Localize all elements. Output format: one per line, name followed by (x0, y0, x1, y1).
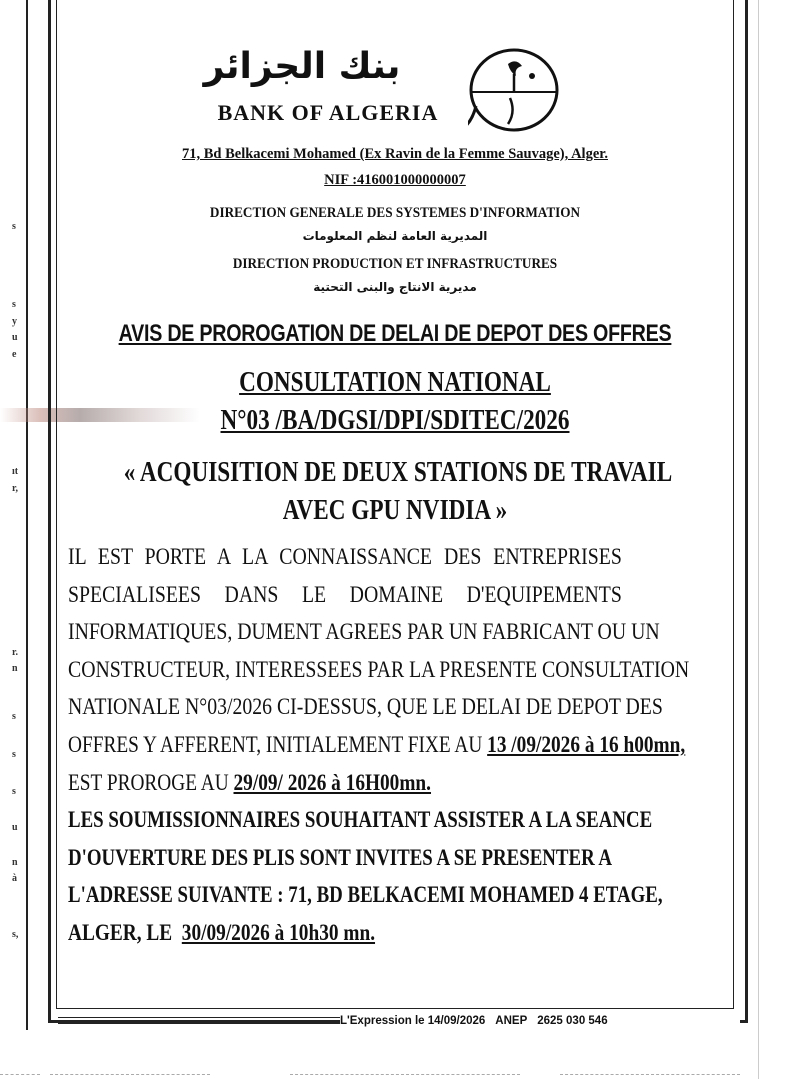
body-text: ALGER, LE (68, 919, 173, 945)
fragment: n (12, 663, 18, 674)
new-deadline: 29/09/ 2026 à 16H00mn. (233, 769, 432, 795)
directorate-general-fr: DIRECTION GENERALE DES SYSTEMES D'INFORMATION (209, 205, 581, 221)
dotted-rule (0, 1074, 40, 1076)
fragment: u (12, 332, 18, 343)
dotted-rule (50, 1074, 210, 1076)
consultation-number: N°03 /BA/DGSI/DPI/SDITEC/2026 (220, 404, 570, 436)
body-line: IL EST PORTE A LA CONNAISSANCE DES ENTREPRISES (68, 544, 622, 569)
fragment: s (12, 749, 16, 760)
subject-line-2: AVEC GPU NVIDIA » (282, 494, 508, 526)
publication-footer (340, 1012, 740, 1030)
body-line (68, 914, 609, 952)
opening-date: 30/09/2026 à 10h30 mn. (181, 919, 376, 945)
fragment: à (12, 873, 17, 884)
directorate-production-ar: مديرية الانتاج والبنى التحتية (313, 280, 477, 294)
directorate-general-ar: المديرية العامة لنظم المعلومات (302, 229, 488, 243)
notice-title: AVIS DE PROROGATION DE DELAI DE DEPOT DES OFFRES (118, 320, 672, 347)
page-edge (758, 0, 759, 1079)
dotted-rule (290, 1074, 520, 1076)
adjacent-column-edge (0, 0, 28, 1030)
initial-deadline: 13 /09/2026 à 16 h00mn, (487, 731, 686, 757)
fragment: n (12, 857, 18, 868)
directorate-production-fr: DIRECTION PRODUCTION ET INFRASTRUCTURES (232, 256, 558, 272)
fragment: s (12, 299, 16, 310)
agency-name: ANEP (495, 1015, 528, 1027)
fragment: r, (12, 483, 19, 494)
footer-rule-left (58, 1017, 342, 1024)
bank-address: 71, Bd Belkacemi Mohamed (Ex Ravin de la Femme Sauvage), Alger. (182, 146, 608, 162)
notice-body (68, 538, 712, 952)
bank-name: BANK OF ALGERIA (217, 100, 439, 125)
fragment: y (12, 316, 17, 327)
fragment: s (12, 711, 16, 722)
fragment: s, (12, 929, 19, 940)
fragment: ıt (12, 466, 19, 477)
body-line: SPECIALISEES DANS LE DOMAINE D'EQUIPEMENTS (68, 581, 622, 607)
bank-emblem-icon (468, 46, 560, 134)
body-line: INFORMATIQUES, DUMENT AGREES PAR UN FABRICANT OU UN (68, 619, 660, 645)
subject-line-1: « ACQUISITION DE DEUX STATIONS DE TRAVAIL (123, 456, 673, 488)
publication-reference: 2625 030 546 (537, 1015, 608, 1027)
fragment: r. (12, 647, 19, 658)
body-text: OFFRES Y AFFERENT, INITIALEMENT FIXE AU (68, 731, 483, 757)
fragment: s (12, 786, 16, 797)
fragment: s (12, 221, 16, 232)
bank-arabic-wordmark: بنك الجزائر (203, 46, 401, 87)
dotted-rule (560, 1074, 740, 1076)
fragment: u (12, 822, 18, 833)
body-line: CONSTRUCTEUR, INTERESSEES PAR LA PRESENTE CONSULTATION (68, 656, 690, 682)
body-line (68, 726, 686, 764)
body-line: L'ADRESSE SUIVANTE : 71, BD BELKACEMI MOHAMED 4 ETAGE, (68, 882, 663, 908)
body-line (68, 764, 609, 802)
fragment: e (12, 349, 17, 360)
publication-name: L'Expression le 14/09/2026 (340, 1015, 486, 1027)
consultation-title: CONSULTATION NATIONAL (239, 366, 551, 398)
body-text: EST PROROGE AU (68, 769, 229, 795)
body-line: LES SOUMISSIONNAIRES SOUHAITANT ASSISTER A LA SEANCE (68, 807, 653, 833)
tax-id: NIF :416001000000007 (324, 172, 466, 188)
body-line: D'OUVERTURE DES PLIS SONT INVITES A SE PRESENTER A (68, 844, 613, 870)
body-line: NATIONALE N°03/2026 CI-DESSUS, QUE LE DELAI DE DEPOT DES (68, 694, 663, 720)
